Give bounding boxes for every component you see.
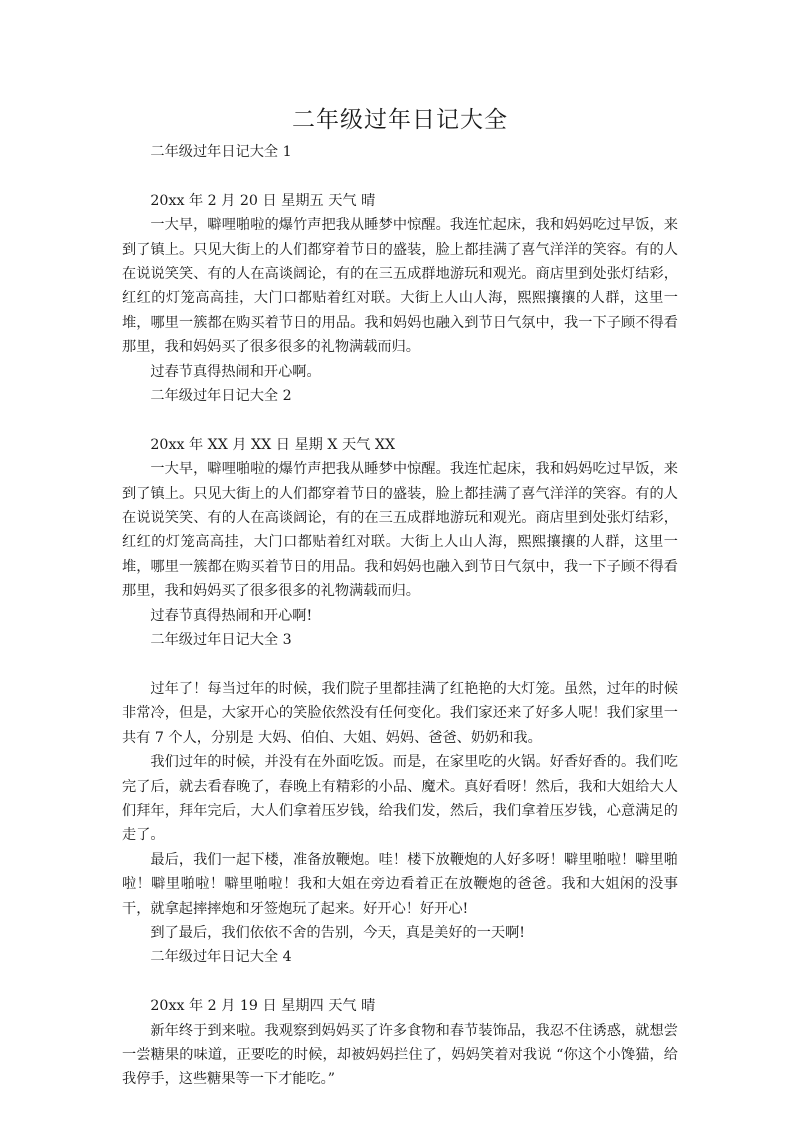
document-body	[122, 140, 678, 1092]
blank-line	[122, 653, 678, 677]
section-heading: 二年级过年日记大全 3	[150, 632, 292, 649]
section-heading: 二年级过年日记大全 2	[150, 388, 292, 405]
section-heading: 二年级过年日记大全 4	[150, 949, 292, 966]
diary-date-line: 20xx 年 2 月 19 日 星期四 天气 晴	[150, 998, 376, 1015]
page-title: 二年级过年日记大全	[292, 107, 508, 133]
paragraph: 到了最后，我们依依不舍的告别，今天，真是美好的一天啊!	[150, 924, 525, 941]
paragraph: 过春节真得热闹和开心啊!	[150, 607, 313, 624]
paragraph: 我们过年的时候，并没有在外面吃饭。而是，在家里吃的火锅。好香好香的。我们吃完了后，就去看春晚了，春晚上有精彩的小品、魔术。真好看呀！然后，我和大姐给大人们拜年，拜年完后，大人们拿着压岁钱，给我们发，然后，我们拿着压岁钱，心意满足的走了。	[122, 754, 678, 844]
section-heading: 二年级过年日记大全 1	[150, 144, 292, 160]
paragraph: 最后，我们一起下楼，准备放鞭炮。哇！楼下放鞭炮的人好多呀！噼里啪啦！噼里啪啦！噼里啪啦！噼里啪啦！我和大姐在旁边看着正在放鞭炮的爸爸。我和大姐闲的没事干，就拿起摔摔炮和牙签炮玩了起来。好开心！好开心!	[122, 851, 678, 917]
diary-date-line: 20xx 年 2 月 20 日 星期五 天气 晴	[150, 192, 376, 209]
paragraph: 过年了！每当过年的时候，我们院子里都挂满了红艳艳的大灯笼。虽然，过年的时候非常冷，但是，大家开心的笑脸依然没有任何变化。我们家还来了好多人呢！我们家里一共有 7 个人，分别是 大妈、伯伯、大姐、妈妈、爸爸、奶奶和我。	[122, 680, 678, 746]
paragraph: 过春节真得热闹和开心啊。	[150, 363, 321, 380]
diary-date-line: 20xx 年 XX 月 XX 日 星期 X 天气 XX	[150, 436, 396, 453]
paragraph: 一大早，噼哩啪啦的爆竹声把我从睡梦中惊醒。我连忙起床，我和妈妈吃过早饭，来到了镇上。只见大街上的人们都穿着节日的盛装，脸上都挂满了喜气洋洋的笑容。有的人在说说笑笑、有的人在高谈阔论，有的在三五成群地游玩和观光。商店里到处张灯结彩，红红的灯笼高高挂，大门口都贴着红对联。大街上人山人海，熙熙攘攘的人群，这里一堆，哪里一簇都在购买着节日的用品。我和妈妈也融入到节日气氛中，我一下子顾不得看那里，我和妈妈买了很多很多的礼物满载而归。	[122, 461, 678, 600]
blank-line	[122, 970, 678, 994]
blank-line	[122, 408, 678, 432]
paragraph: 新年终于到来啦。我观察到妈妈买了许多食物和春节装饰品，我忍不住诱惑，就想尝一尝糖果的味道，正要吃的时候，却被妈妈拦住了，妈妈笑着对我说 “你这个小馋猫，给我停手，这些糖果等一下才能吃。”	[122, 1022, 678, 1088]
blank-line	[122, 164, 678, 188]
paragraph: 一大早，噼哩啪啦的爆竹声把我从睡梦中惊醒。我连忙起床，我和妈妈吃过早饭，来到了镇上。只见大街上的人们都穿着节日的盛装，脸上都挂满了喜气洋洋的笑容。有的人在说说笑笑、有的人在高谈阔论，有的在三五成群地游玩和观光。商店里到处张灯结彩，红红的灯笼高高挂，大门口都贴着红对联。大街上人山人海，熙熙攘攘的人群，这里一堆，哪里一簇都在购买着节日的用品。我和妈妈也融入到节日气氛中，我一下子顾不得看那里，我和妈妈买了很多很多的礼物满载而归。	[122, 217, 678, 356]
